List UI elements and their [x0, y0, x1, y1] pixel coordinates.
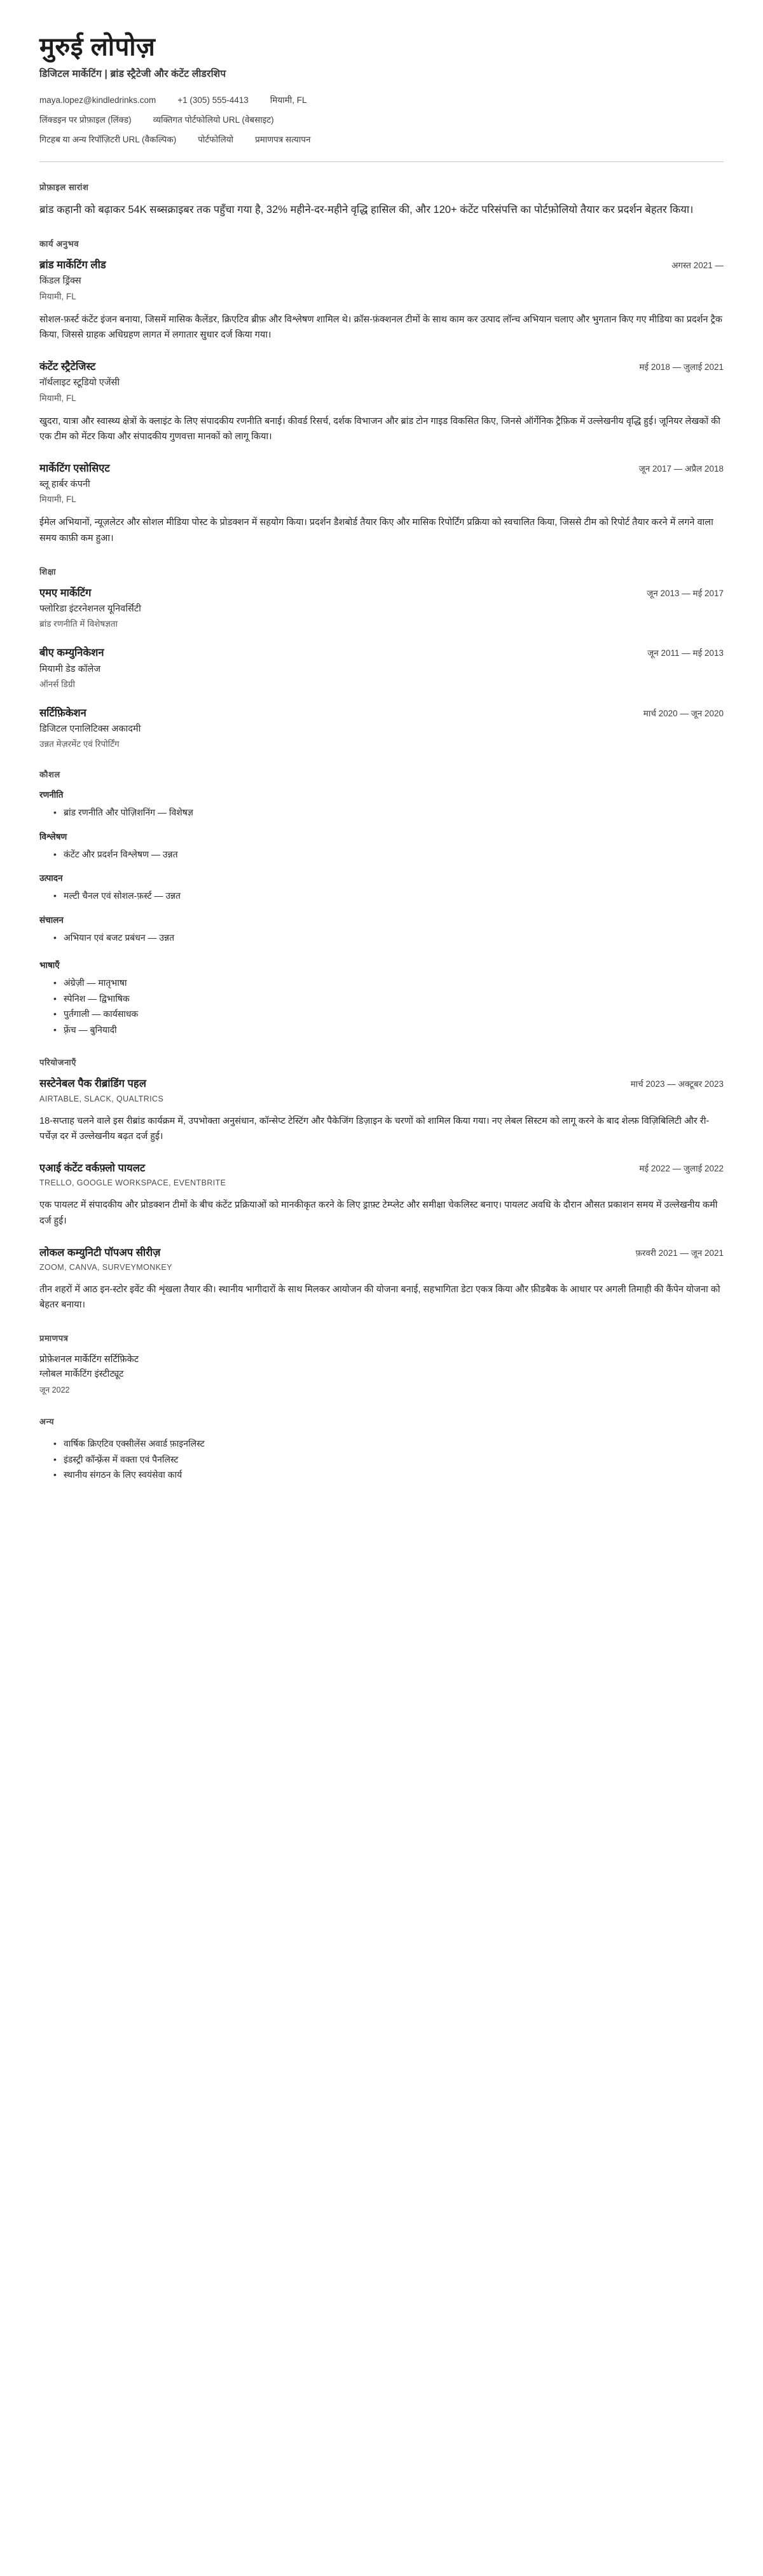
experience-role: कंटेंट स्ट्रैटेजिस्ट: [39, 361, 96, 373]
experience-description: सोशल-फ़र्स्ट कंटेंट इंजन बनाया, जिसमें मासिक कैलेंडर, क्रिएटिव ब्रीफ़ और विश्लेषण शामिल थे। क्रॉस-फ़ंक्शनल टीमों के साथ काम कर उत्पाद लॉन्च अभियान चलाए और भुगतान किए गए मीडिया का प्रदर्शन ट्रैक किया, जिससे ग्राहक अधिग्रहण लागत में लगातार सुधार दर्ज किया गया।: [39, 314, 723, 341]
experience-location: मियामी, FL: [39, 494, 76, 505]
award-item: • वार्षिक क्रिएटिव एक्सीलेंस अवार्ड फ़ाइनलिस्ट: [53, 1436, 724, 1452]
education-entry: [39, 646, 724, 690]
experience-description: खुदरा, यात्रा और स्वास्थ्य क्षेत्रों के क्लाइंट के लिए संपादकीय रणनीति बनाई। कीवर्ड रिसर्च, दर्शक विभाजन और ब्रांड टोन गाइड विकसित किए, जिनसे ऑर्गेनिक ट्रैफ़िक में उल्लेखनीय वृद्धि हुई। जूनियर लेखकों की एक टीम को मेंटर किया और संपादकीय गुणवत्ता मानकों को लागू किया।: [39, 416, 721, 442]
awards-list: [39, 1436, 724, 1483]
candidate-name: मुरुई लोपोेज़: [39, 33, 156, 61]
summary-title: प्रोफ़ाइल सारांश: [39, 182, 89, 192]
languages-title: भाषाएँ: [39, 960, 60, 971]
experience-date: मई 2018 — जुलाई 2021: [639, 362, 724, 372]
experience-entry: [39, 360, 724, 445]
experience-date: जून 2017 — अप्रैल 2018: [638, 463, 724, 474]
skill-item: • ब्रांड रणनीति और पोज़िशनिंग — विशेषज्ञ: [53, 805, 724, 821]
section-awards: [39, 1415, 724, 1483]
experience-location: मियामी, FL: [39, 291, 76, 301]
experience-entry: [39, 461, 724, 547]
certifications-title: प्रमाणपत्र: [39, 1333, 69, 1344]
education-extra: ऑनर्स डिग्री: [39, 679, 76, 689]
project-description: एक पायलट में संपादकीय और प्रोडक्शन टीमों के बीच कंटेंट प्रक्रियाओं को मानकीकृत करने के लिए ड्राफ़्ट टेम्प्लेट और समीक्षा चेकलिस्ट बनाए। पायलट अवधि के दौरान औसत प्रकाशन समय में उल्लेखनीय कमी दर्ज हुई।: [39, 1200, 718, 1226]
skill-list: [39, 847, 724, 862]
project-description: 18-सप्ताह चलने वाले इस रीब्रांड कार्यक्रम में, उपभोक्ता अनुसंधान, कॉन्सेप्ट टेस्टिंग और पैकेजिंग डिज़ाइन के चरणों को शामिल किया गया। नए लेबल सिस्टम को लागू करने के बाद शेल्फ़ विज़िबिलिटी और री-पर्चेज़ दर में उल्लेखनीय बढ़त दर्ज हुई।: [39, 1115, 710, 1142]
project-date: फ़रवरी 2021 — जून 2021: [635, 1248, 724, 1258]
section-summary: [39, 181, 724, 219]
certification-entry: [39, 1353, 724, 1396]
education-extra: ब्रांड रणनीति में विशेषज्ञता: [39, 619, 118, 629]
section-certifications: [39, 1332, 724, 1396]
project-entry: [39, 1246, 724, 1314]
project-name: सस्टेनेबल पैक रीब्रांडिंग पहल: [39, 1078, 146, 1090]
header-divider: [39, 161, 724, 162]
education-entry: [39, 586, 724, 630]
award-item: • स्थानीय संगठन के लिए स्वयंसेवा कार्य: [53, 1467, 724, 1483]
project-description: तीन शहरों में आठ इन-स्टोर इवेंट की शृंखला तैयार की। स्थानीय भागीदारों के साथ मिलकर आयोजन की योजना बनाई, सहभागिता डेटा एकत्र किया और फ़ीडबैक के आधार पर अगली तिमाही की कैंपेन योजना को बेहतर बनाया।: [39, 1284, 720, 1311]
skill-item: • कंटेंट और प्रदर्शन विश्लेषण — उन्नत: [53, 847, 724, 862]
contact-details: [39, 94, 724, 145]
project-entry: [39, 1077, 724, 1145]
projects-title: परियोजनाएँ: [39, 1058, 76, 1068]
contact-email[interactable]: maya.lopez@kindledrinks.com: [39, 95, 156, 105]
certification-name: प्रोफ़ेशनल मार्केटिंग सर्टिफ़िकेट: [39, 1354, 139, 1365]
experience-company: नॉर्थलाइट स्टूडियो एजेंसी: [39, 378, 120, 388]
experience-entry: [39, 258, 724, 343]
project-tools: AIRTABLE, SLACK, QUALTRICS: [39, 1094, 164, 1103]
experience-role: ब्रांड मार्केटिंग लीड: [39, 259, 106, 271]
experience-location: मियामी, FL: [39, 393, 76, 403]
contact-portfolio-label[interactable]: पोर्टफोलियो: [198, 135, 234, 144]
skill-list: [39, 888, 724, 904]
language-item: • स्पेनिश — द्विभाषिक: [53, 991, 724, 1007]
education-date: मार्च 2020 — जून 2020: [643, 708, 724, 718]
languages-list: [39, 975, 724, 1037]
skill-item: • मल्टी चैनल एवं सोशल-फ़र्स्ट — उन्नत: [53, 888, 724, 904]
contact-row-3: [39, 133, 724, 145]
skill-list: [39, 930, 724, 946]
education-degree: बीए कम्युनिकेशन: [39, 647, 104, 659]
project-name: एआई कंटेंट वर्कफ़्लो पायलट: [39, 1162, 146, 1174]
skill-group: [39, 872, 724, 904]
project-tools: TRELLO, GOOGLE WORKSPACE, EVENTBRITE: [39, 1178, 226, 1188]
skill-group-title: संचालन: [39, 915, 64, 925]
contact-row-1: [39, 94, 724, 106]
skill-group-title: विश्लेषण: [39, 831, 67, 842]
education-degree: सर्टिफ़िकेशन: [39, 707, 86, 719]
education-degree: एमए मार्केटिंग: [39, 587, 92, 599]
section-education: [39, 566, 724, 750]
project-tools: ZOOM, CANVA, SURVEYMONKEY: [39, 1262, 172, 1272]
language-item: • पुर्तगाली — कार्यसाधक: [53, 1006, 724, 1022]
skill-group: [39, 831, 724, 862]
summary-text: ब्रांड कहानी को बढ़ाकर 54K सब्सक्राइबर तक पहुँचा गया है, 32% महीने-दर-महीने वृद्धि हासिल की, और 120+ कंटेंट परिसंपत्ति का पोर्टफ़ोलियो तैयार कर प्रदर्शन बेहतर किया।: [39, 204, 694, 215]
education-school: डिजिटल एनालिटिक्स अकादमी: [39, 724, 141, 735]
education-title: शिक्षा: [39, 566, 57, 576]
project-entry: [39, 1161, 724, 1229]
education-school: फ्लोरिडा इंटरनेशनल यूनिवर्सिटी: [39, 604, 141, 615]
education-entry: [39, 706, 724, 750]
experience-description: ईमेल अभियानों, न्यूज़लेटर और सोशल मीडिया पोस्ट के प्रोडक्शन में सहयोग किया। प्रदर्शन डैशबोर्ड तैयार किए और मासिक रिपोर्टिंग प्रक्रिया को स्वचालित किया, जिससे टीम को रिपोर्ट तैयार करने में लगने वाला समय काफ़ी कम हुआ।: [39, 517, 713, 544]
skill-list: [39, 805, 724, 821]
contact-certificate-verify[interactable]: प्रमाणपत्र सत्यापन: [255, 135, 311, 144]
languages-group: [39, 959, 724, 1037]
skills-title: कौशल: [39, 770, 60, 780]
project-date: मई 2022 — जुलाई 2022: [639, 1163, 724, 1173]
experience-title: कार्य अनुभव: [39, 239, 79, 249]
contact-portfolio-link[interactable]: व्यक्तिगत पोर्टफोलियो URL (वेबसाइट): [153, 115, 274, 125]
awards-title: अन्य: [39, 1417, 55, 1427]
project-name: लोकल कम्युनिटी पॉपअप सीरीज़: [39, 1246, 161, 1258]
certification-year: जून 2022: [39, 1386, 70, 1395]
resume-header: [39, 33, 724, 145]
education-extra: उन्नत मेज़रमेंट एवं रिपोर्टिंग: [39, 739, 120, 749]
experience-company: ब्लू हार्बर कंपनी: [39, 479, 90, 490]
skill-group-title: उत्पादन: [39, 873, 63, 883]
experience-company: किंडल ड्रिंक्स: [39, 276, 81, 287]
contact-row-2: [39, 114, 724, 125]
skill-group: [39, 789, 724, 821]
award-item: • इंडस्ट्री कॉन्फ़्रेंस में वक्ता एवं पैनलिस्ट: [53, 1452, 724, 1468]
skill-group: [39, 914, 724, 946]
project-date: मार्च 2023 — अक्टूबर 2023: [630, 1079, 724, 1089]
experience-role: मार्केटिंग एसोसिएट: [39, 462, 110, 474]
contact-location: मियामी, FL: [270, 95, 307, 105]
contact-repository-link[interactable]: गिटहब या अन्य रिपॉज़िटरी URL (वैकल्पिक): [39, 135, 177, 144]
section-projects: [39, 1056, 724, 1313]
section-experience: [39, 238, 724, 547]
contact-linkedin-link[interactable]: लिंक्डइन पर प्रोफ़ाइल (लिंक्ड): [39, 115, 132, 125]
contact-phone: +1 (305) 555-4413: [177, 95, 249, 105]
language-item: • फ़्रेंच — बुनियादी: [53, 1022, 724, 1038]
candidate-headline: डिजिटल मार्केटिंग | ब्रांड स्ट्रैटेजी और कंटेंट लीडरशिप: [39, 69, 226, 79]
education-date: जून 2011 — मई 2013: [647, 648, 724, 658]
skill-group-title: रणनीति: [39, 790, 64, 800]
experience-date: अगस्त 2021 —: [671, 261, 724, 271]
certification-issuer: ग्लोबल मार्केटिंग इंस्टीट्यूट: [39, 1369, 124, 1380]
education-date: जून 2013 — मई 2017: [647, 588, 724, 598]
skill-item: • अभियान एवं बजट प्रबंधन — उन्नत: [53, 930, 724, 946]
section-skills: [39, 768, 724, 1037]
language-item: • अंग्रेज़ी — मातृभाषा: [53, 975, 724, 991]
education-school: मियामी डेड कॉलेज: [39, 664, 101, 674]
